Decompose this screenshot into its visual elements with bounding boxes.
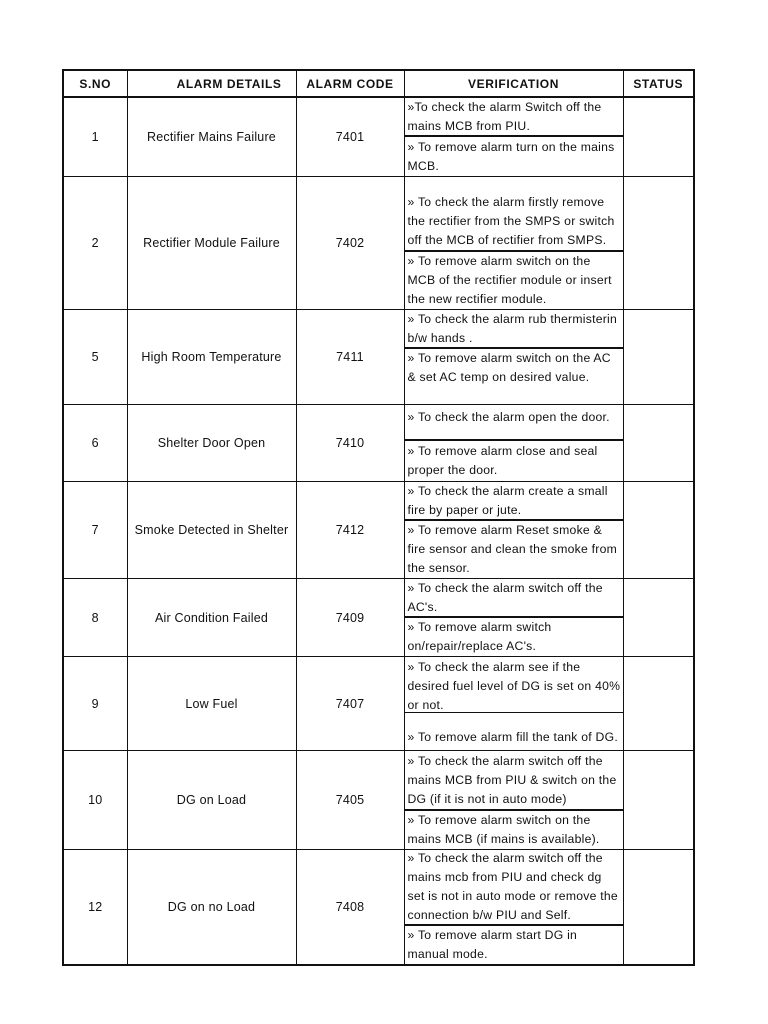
table-row <box>63 482 694 579</box>
sno-cell: 12 <box>63 850 127 966</box>
sno-cell: 2 <box>63 177 127 310</box>
check-step: » To check the alarm switch off the mains mcb from PIU and check dg set is not in auto mode or remove the connection b/w PIU and Self. <box>405 850 623 926</box>
status-cell <box>623 579 694 657</box>
verification-cell <box>404 97 623 177</box>
remove-step: » To remove alarm switch on the MCB of the rectifier module or insert the new rectifier module. <box>407 254 612 306</box>
alarm-code-cell: 7401 <box>296 97 404 177</box>
alarm-code-cell: 7412 <box>296 482 404 579</box>
alarm-code-cell: 7411 <box>296 310 404 405</box>
status-cell <box>623 657 694 751</box>
alarm-details-cell: High Room Temperature <box>127 310 296 405</box>
verification-cell <box>404 657 623 751</box>
remove-step: » To remove alarm turn on the mains MCB. <box>407 139 615 173</box>
alarm-code-cell: 7408 <box>296 850 404 966</box>
header-alarm-code: ALARM CODE <box>296 70 404 97</box>
sno-cell: 10 <box>63 751 127 850</box>
sno-cell: 8 <box>63 579 127 657</box>
verification-cell <box>404 405 623 482</box>
check-step: » To check the alarm open the door. <box>405 405 623 441</box>
verification-cell <box>404 751 623 850</box>
status-cell <box>623 482 694 579</box>
remove-step: » To remove alarm close and seal proper the door. <box>407 444 598 477</box>
table-row <box>63 97 694 177</box>
sno-cell: 9 <box>63 657 127 751</box>
alarm-details-cell: Smoke Detected in Shelter <box>127 482 296 579</box>
check-step: » To check the alarm see if the desired fuel level of DG is set on 40% or not. <box>405 657 623 713</box>
remove-step: » To remove alarm switch on/repair/replace AC's. <box>407 620 552 653</box>
sno-cell: 7 <box>63 482 127 579</box>
status-cell <box>623 310 694 405</box>
alarm-details-cell: Air Condition Failed <box>127 579 296 657</box>
table-row <box>63 751 694 850</box>
remove-step: » To remove alarm switch on the AC & set AC temp on desired value. <box>407 351 611 384</box>
check-step: »To check the alarm Switch off the mains MCB from PIU. <box>405 98 623 137</box>
remove-step: » To remove alarm switch on the mains MCB (if mains is available). <box>407 813 600 846</box>
check-step: » To check the alarm create a small fire by paper or jute. <box>405 482 623 521</box>
alarm-code-cell: 7405 <box>296 751 404 850</box>
table-row <box>63 177 694 310</box>
alarm-details-cell: Rectifier Mains Failure <box>127 97 296 177</box>
verification-cell <box>404 310 623 405</box>
check-step: » To check the alarm switch off the mains MCB from PIU & switch on the DG (if it is not in auto mode) <box>405 751 623 811</box>
verification-cell <box>404 579 623 657</box>
verification-cell <box>404 850 623 966</box>
verification-cell <box>404 177 623 310</box>
status-cell <box>623 97 694 177</box>
header-alarm-details: ALARM DETAILS <box>127 70 296 97</box>
check-step: » To check the alarm switch off the AC's. <box>405 579 623 618</box>
verification-cell <box>404 482 623 579</box>
alarm-code-cell: 7410 <box>296 405 404 482</box>
table-row <box>63 850 694 966</box>
remove-step: » To remove alarm fill the tank of DG. <box>407 730 618 744</box>
remove-step: » To remove alarm Reset smoke & fire sensor and clean the smoke from the sensor. <box>407 523 618 575</box>
alarm-details-cell: DG on Load <box>127 751 296 850</box>
alarm-details-cell: Rectifier Module Failure <box>127 177 296 310</box>
alarm-code-cell: 7402 <box>296 177 404 310</box>
table-row <box>63 405 694 482</box>
header-row <box>63 70 694 97</box>
sno-cell: 6 <box>63 405 127 482</box>
remove-step: » To remove alarm start DG in manual mode. <box>407 928 578 961</box>
alarm-code-cell: 7407 <box>296 657 404 751</box>
alarm-details-cell: DG on no Load <box>127 850 296 966</box>
header-status: STATUS <box>623 70 694 97</box>
table-row <box>63 310 694 405</box>
status-cell <box>623 177 694 310</box>
alarm-details-cell: Shelter Door Open <box>127 405 296 482</box>
sno-cell: 1 <box>63 97 127 177</box>
table-row <box>63 579 694 657</box>
check-step: » To check the alarm rub thermisterin b/w hands . <box>405 310 623 349</box>
status-cell <box>623 751 694 850</box>
sno-cell: 5 <box>63 310 127 405</box>
table-row <box>63 657 694 751</box>
alarm-table <box>62 69 695 966</box>
header-verification: VERIFICATION <box>404 70 623 97</box>
status-cell <box>623 850 694 966</box>
check-step: » To check the alarm firstly remove the rectifier from the SMPS or switch off the MCB of rectifier from SMPS. <box>405 177 623 252</box>
header-sno: S.NO <box>63 70 127 97</box>
status-cell <box>623 405 694 482</box>
alarm-code-cell: 7409 <box>296 579 404 657</box>
alarm-details-cell: Low Fuel <box>127 657 296 751</box>
